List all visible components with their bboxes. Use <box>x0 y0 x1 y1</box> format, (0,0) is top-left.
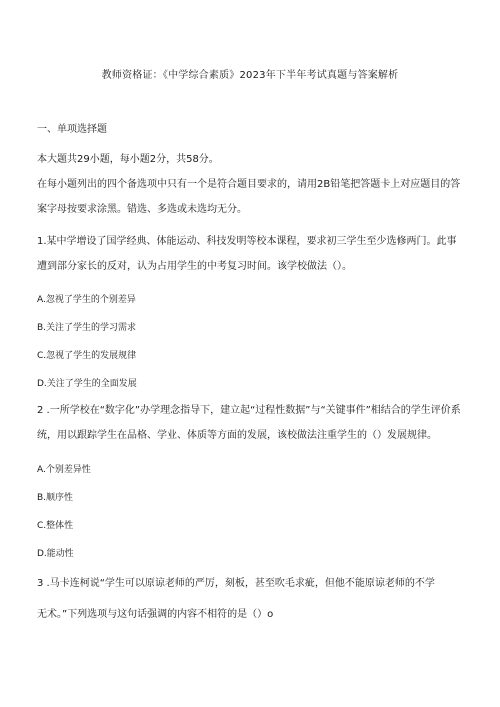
question-2-option-d: D.能动性 <box>37 549 74 559</box>
document-title: 教师资格证：《中学综合素质》2023年下半年考试真题与答案解析 <box>101 70 399 81</box>
question-2-option-b: B.顺序性 <box>37 493 74 503</box>
question-1-stem: 1.某中学增设了国学经典、体能运动、科技发明等校本课程，要求初三学生至少选修两门。此事遭到部分家长的反对，认为占用学生的中考复习时间。该学校做法（）。 <box>37 236 457 272</box>
question-2-option-c: C.整体性 <box>37 521 74 531</box>
question-3-stem-line-1: 3 .马卡连柯说“学生可以原谅老师的严厉，刻板，甚至吹毛求疵，但他不能原谅老师的不学 <box>37 578 435 589</box>
question-1-option-d: D.关注了学生的全面发展 <box>37 379 137 389</box>
section-heading: 一、单项选择题 <box>37 124 107 135</box>
instructions-paragraph: 在每小题列出的四个备选项中只有一个是符合题目要求的，请用2B铅笔把答题卡上对应题目的答案字母按要求涂黑。错选、多选或未选均无分。 <box>37 179 461 215</box>
question-2-stem: 2 .一所学校在“数字化”办学理念指导下，建立起“过程性数据”与“关键事件”相结合的学生评价系统，用以跟踪学生在品格、学业、体质等方面的发展，该校做法注重学生的（）发展规律。 <box>37 405 461 441</box>
question-1-option-c: C.忽视了学生的发展规律 <box>37 351 137 361</box>
question-2-option-a: A.个别差异性 <box>37 465 91 475</box>
question-1-option-a: A.忽视了学生的个别差异 <box>37 295 136 305</box>
intro-line: 本大题共29小题，每小题2分，共58分。 <box>37 154 219 165</box>
question-3-stem-line-2: 无术。”下列选项与这句话强调的内容不相符的是（）o <box>37 609 274 620</box>
question-1-option-b: B.关注了学生的学习需求 <box>37 323 137 333</box>
